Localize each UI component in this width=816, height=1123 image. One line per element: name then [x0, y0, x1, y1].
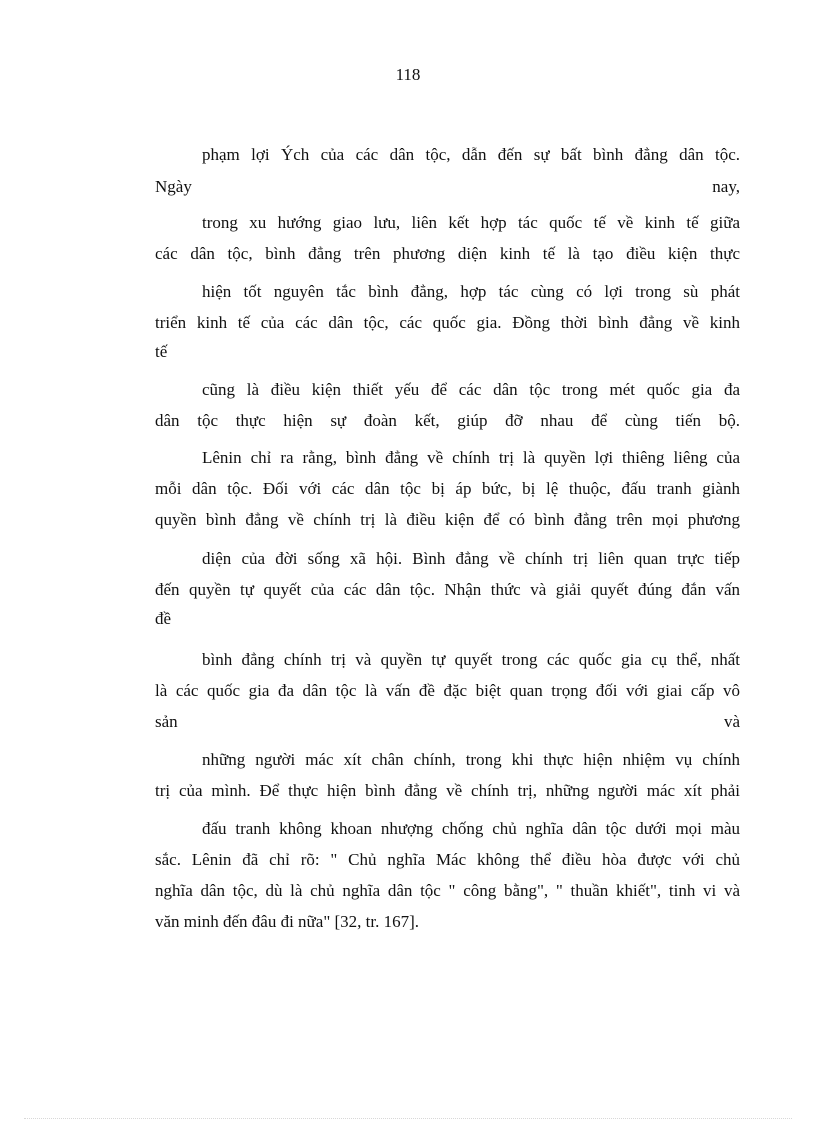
text-line: hiện tốt nguyên tắc bình đẳng, hợp tác cùng có lợi trong sù phát — [202, 282, 740, 301]
text-line: đến quyền tự quyết của các dân tộc. Nhận thức và giải quyết đúng đắn vấn — [155, 580, 740, 599]
text-line: trong xu hướng giao lưu, liên kết hợp tác quốc tế về kinh tế giữa — [202, 213, 740, 232]
footer-divider — [24, 1118, 792, 1119]
text-line: mỗi dân tộc. Đối với các dân tộc bị áp bức, bị lệ thuộc, đấu tranh giành — [155, 479, 740, 498]
text-line: diện của đời sống xã hội. Bình đẳng về chính trị liên quan trực tiếp — [202, 549, 740, 568]
text-line: nghĩa dân tộc, dù là chủ nghĩa dân tộc " công bằng", " thuần khiết", tinh vi và — [155, 881, 740, 900]
text-line: trị của mình. Để thực hiện bình đẳng về chính trị, những người mác xít phải — [155, 781, 740, 800]
text-line: phạm lợi Ých của các dân tộc, dẫn đến sự bất bình đẳng dân tộc. — [202, 145, 740, 164]
text-line: cũng là điều kiện thiết yếu để các dân tộc trong mét quốc gia đa — [202, 380, 740, 399]
text-line: văn minh đến đâu đi nữa" [32, tr. 167]. — [155, 912, 420, 931]
text-line: những người mác xít chân chính, trong khi thực hiện nhiệm vụ chính — [202, 750, 740, 769]
text-word: sản — [155, 712, 178, 731]
text-line — [155, 710, 740, 734]
text-word: nay, — [712, 177, 740, 196]
text-line — [155, 175, 740, 199]
text-line: Lênin chỉ ra rằng, bình đẳng về chính trị là quyền lợi thiêng liêng của — [202, 448, 740, 467]
text-line: sắc. Lênin đã chỉ rõ: " Chủ nghĩa Mác không thể điều hòa được với chủ — [155, 850, 740, 869]
text-word: và — [723, 712, 740, 731]
text-line: tế — [155, 342, 168, 361]
text-line: là các quốc gia đa dân tộc là vấn đề đặc biệt quan trọng đối với giai cấp vô — [155, 681, 740, 700]
text-line: đề — [155, 609, 172, 628]
text-line: các dân tộc, bình đẳng trên phương diện kinh tế là tạo điều kiện thực — [155, 244, 740, 263]
text-line: triển kinh tế của các dân tộc, các quốc gia. Đồng thời bình đẳng về kinh — [155, 313, 740, 332]
text-word: Ngày — [155, 177, 192, 196]
text-line: bình đẳng chính trị và quyền tự quyết trong các quốc gia cụ thể, nhất — [202, 650, 740, 669]
text-line: dân tộc thực hiện sự đoàn kết, giúp đỡ nhau để cùng tiến bộ. — [155, 411, 740, 430]
page-number: 118 — [395, 65, 421, 84]
text-line: quyền bình đẳng về chính trị là điều kiện để có bình đẳng trên mọi phương — [155, 510, 740, 529]
text-line: đấu tranh không khoan nhượng chống chủ nghĩa dân tộc dưới mọi màu — [202, 819, 740, 838]
